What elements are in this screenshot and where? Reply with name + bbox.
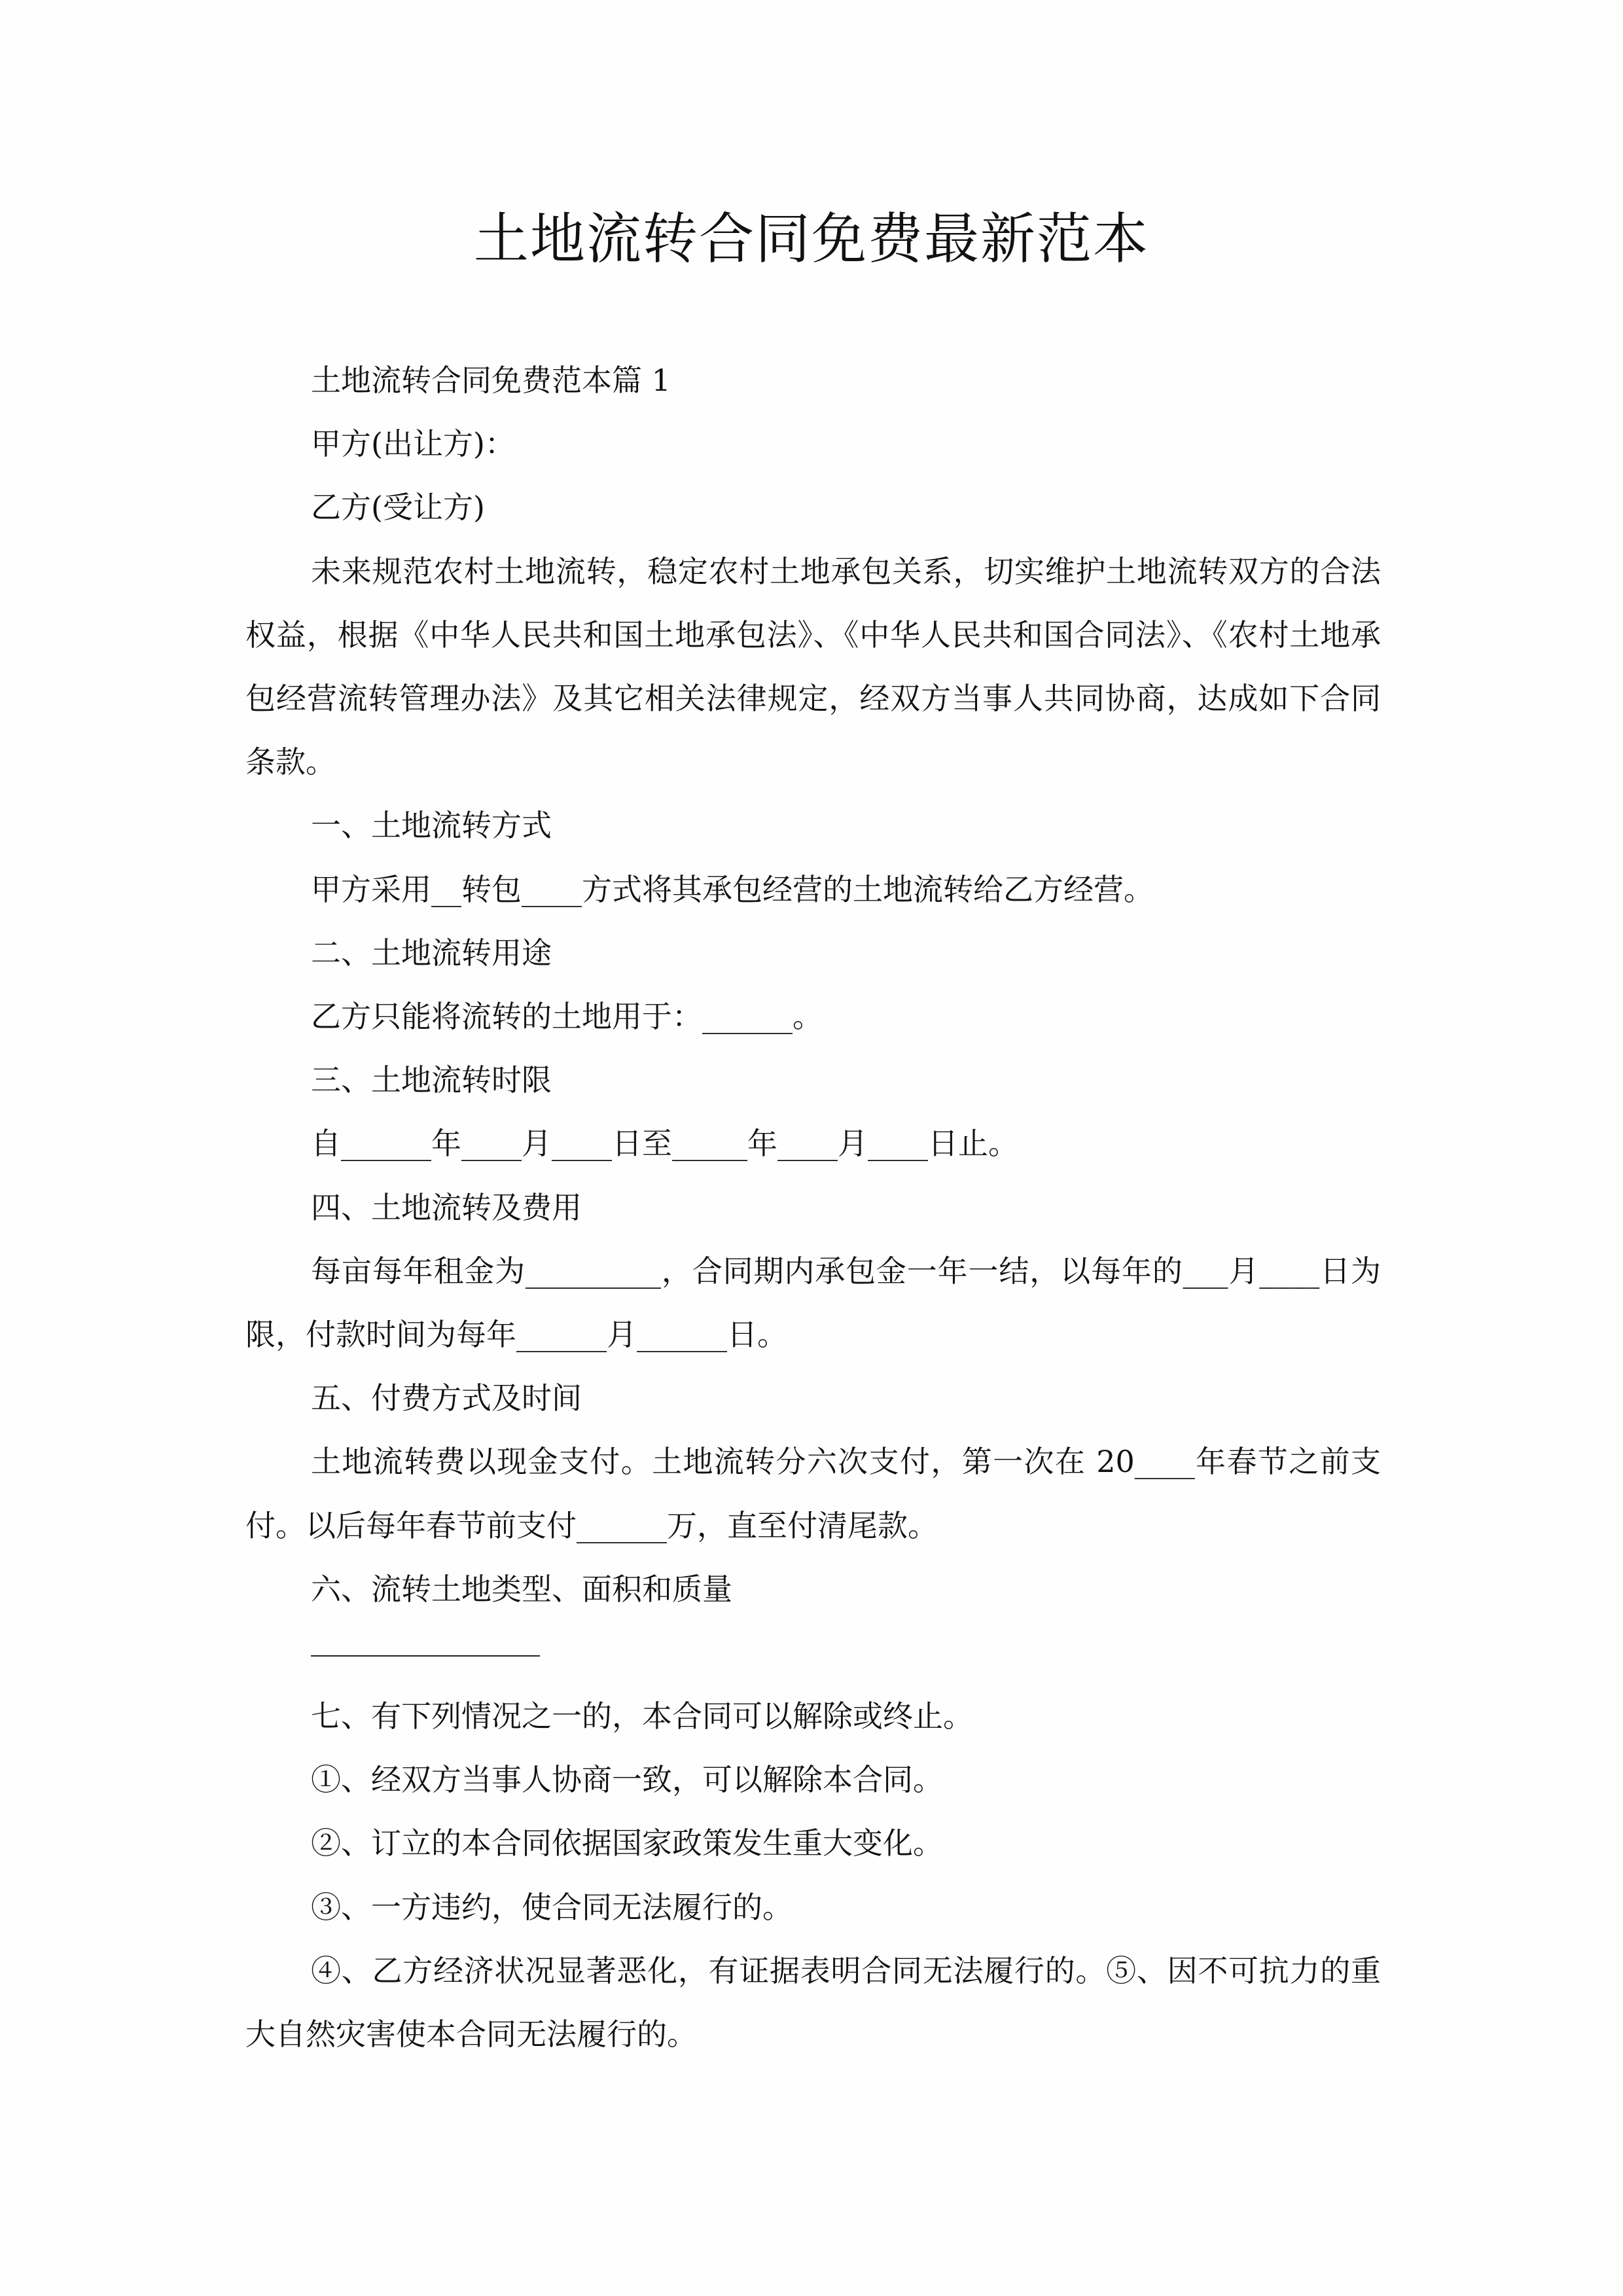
section-6-heading: 六、流转土地类型、面积和质量 — [311, 1571, 732, 1607]
clause-4-5: ④、乙方经济状况显著恶化，有证据表明合同无法履行的。⑤、因不可抗力的重大自然灾害使本合同无法履行的。 — [245, 1952, 1381, 2053]
section-1-heading: 一、土地流转方式 — [311, 808, 552, 844]
document-title: 土地流转合同免费最新范本 — [473, 207, 1149, 271]
party-b-line: 乙方(受让方) — [311, 490, 485, 526]
section-3-body: 自______年____月____日至_____年____月____日止。 — [311, 1126, 1018, 1162]
clause-1: ①、经双方当事人协商一致，可以解除本合同。 — [311, 1762, 943, 1798]
subtitle: 土地流转合同免费范本篇 1 — [311, 363, 671, 398]
blank-fill-row — [245, 1621, 1381, 1685]
section-7-heading: 七、有下列情况之一的，本合同可以解除或终止。 — [311, 1698, 973, 1734]
section-2-heading: 二、土地流转用途 — [311, 935, 552, 971]
section-1-body: 甲方采用__转包____方式将其承包经营的土地流转给乙方经营。 — [311, 871, 1154, 907]
clause-2: ②、订立的本合同依据国家政策发生重大变化。 — [311, 1825, 943, 1861]
party-a-line: 甲方(出让方)： — [311, 426, 515, 462]
section-2-body: 乙方只能将流转的土地用于：______。 — [311, 999, 823, 1035]
document-body — [245, 349, 1381, 2066]
clause-3: ③、一方违约，使合同无法履行的。 — [311, 1889, 793, 1925]
blank-fill-line — [311, 1655, 540, 1657]
preamble-paragraph: 未来规范农村土地流转，稳定农村土地承包关系，切实维护土地流转双方的合法权益，根据《中华人民共和国土地承包法》、《中华人民共和国合同法》、《农村土地承包经营流转管理办法》及其它相关法律规定，经双方当事人共同协商，达成如下合同条款。 — [245, 553, 1381, 780]
section-5-body: 土地流转费以现金支付。土地流转分六次支付，第一次在 20____年春节之前支付。以后每年春节前支付______万，直至付清尾款。 — [245, 1444, 1381, 1543]
section-4-body: 每亩每年租金为_________，合同期内承包金一年一结，以每年的___月____日为限，付款时间为每年______月______日。 — [245, 1253, 1381, 1353]
section-4-heading: 四、土地流转及费用 — [311, 1189, 582, 1225]
section-3-heading: 三、土地流转时限 — [311, 1062, 552, 1098]
section-5-heading: 五、付费方式及时间 — [311, 1380, 582, 1416]
